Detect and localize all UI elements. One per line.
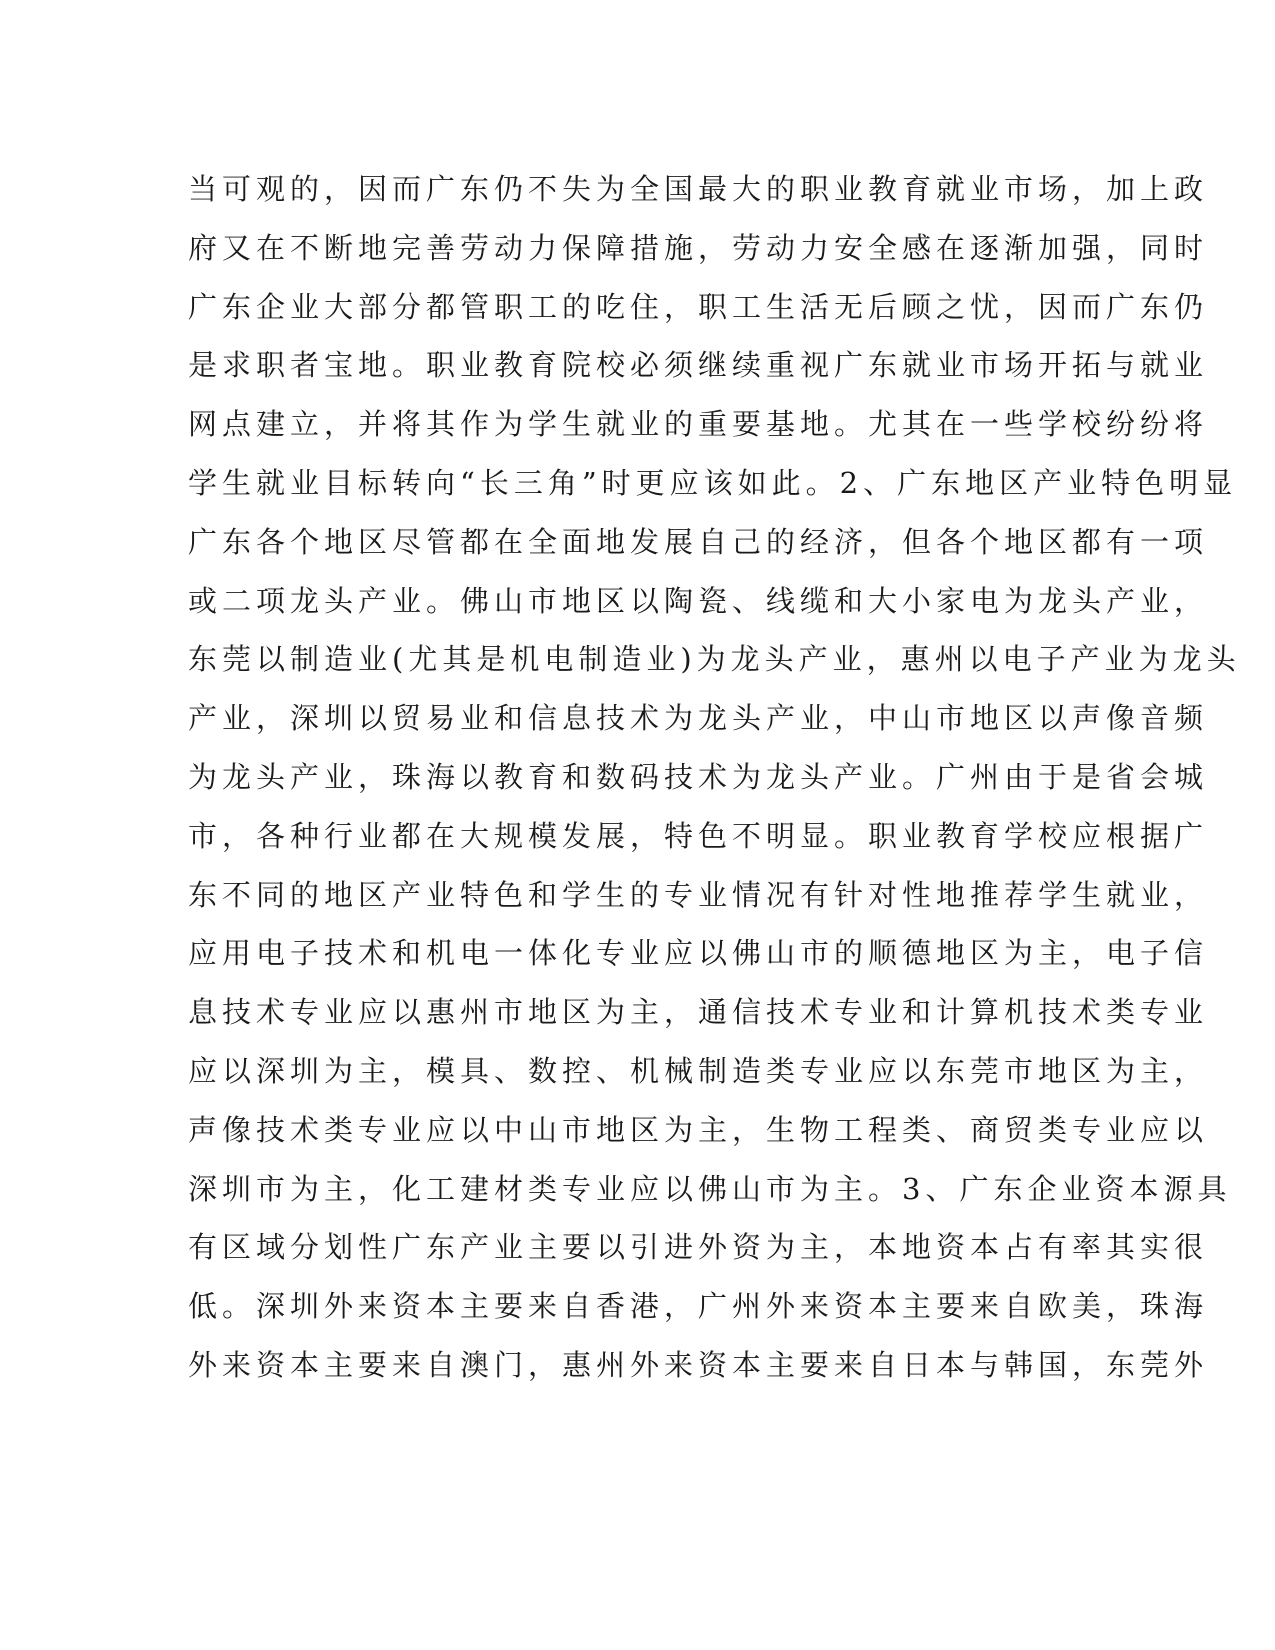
text-line: 外来资本主要来自澳门，惠州外来资本主要来自日本与韩国，东莞外	[188, 1347, 1209, 1382]
text-line: 深圳市为主，化工建材类专业应以佛山市为主。3、广东企业资本源具	[188, 1171, 1232, 1206]
text-line: 网点建立，并将其作为学生就业的重要基地。尤其在一些学校纷纷将	[188, 407, 1209, 442]
body-text	[188, 160, 1241, 1395]
text-line: 应用电子技术和机电一体化专业应以佛山市的顺德地区为主，电子信	[188, 936, 1209, 971]
text-line: 东莞以制造业(尤其是机电制造业)为龙头产业，惠州以电子产业为龙头	[188, 642, 1241, 677]
text-line: 声像技术类专业应以中山市地区为主，生物工程类、商贸类专业应以	[188, 1112, 1209, 1147]
text-line: 或二项龙头产业。佛山市地区以陶瓷、线缆和大小家电为龙头产业，	[188, 583, 1209, 618]
text-line: 当可观的，因而广东仍不失为全国最大的职业教育就业市场，加上政	[188, 172, 1209, 206]
text-line: 低。深圳外来资本主要来自香港，广州外来资本主要来自欧美，珠海	[188, 1289, 1209, 1324]
text-line: 是求职者宝地。职业教育院校必须继续重视广东就业市场开拓与就业	[188, 348, 1209, 383]
text-line: 有区域分划性广东产业主要以引进外资为主，本地资本占有率其实很	[188, 1230, 1209, 1265]
text-line: 学生就业目标转向“长三角”时更应该如此。2、广东地区产业特色明显	[188, 465, 1238, 500]
text-line: 息技术专业应以惠州市地区为主，通信技术专业和计算机技术类专业	[188, 995, 1209, 1030]
text-line: 产业，深圳以贸易业和信息技术为龙头产业，中山市地区以声像音频	[188, 701, 1209, 736]
text-line: 府又在不断地完善劳动力保障措施，劳动力安全感在逐渐加强，同时	[188, 230, 1209, 265]
text-line: 为龙头产业，珠海以教育和数码技术为龙头产业。广州由于是省会城	[188, 759, 1209, 794]
text-line: 市，各种行业都在大规模发展，特色不明显。职业教育学校应根据广	[188, 818, 1209, 853]
text-line: 东不同的地区产业特色和学生的专业情况有针对性地推荐学生就业，	[188, 877, 1209, 912]
text-line: 广东企业大部分都管职工的吃住，职工生活无后顾之忧，因而广东仍	[188, 289, 1209, 324]
text-line: 应以深圳为主，模具、数控、机械制造类专业应以东莞市地区为主，	[188, 1053, 1209, 1088]
text-line: 广东各个地区尽管都在全面地发展自己的经济，但各个地区都有一项	[188, 524, 1209, 559]
